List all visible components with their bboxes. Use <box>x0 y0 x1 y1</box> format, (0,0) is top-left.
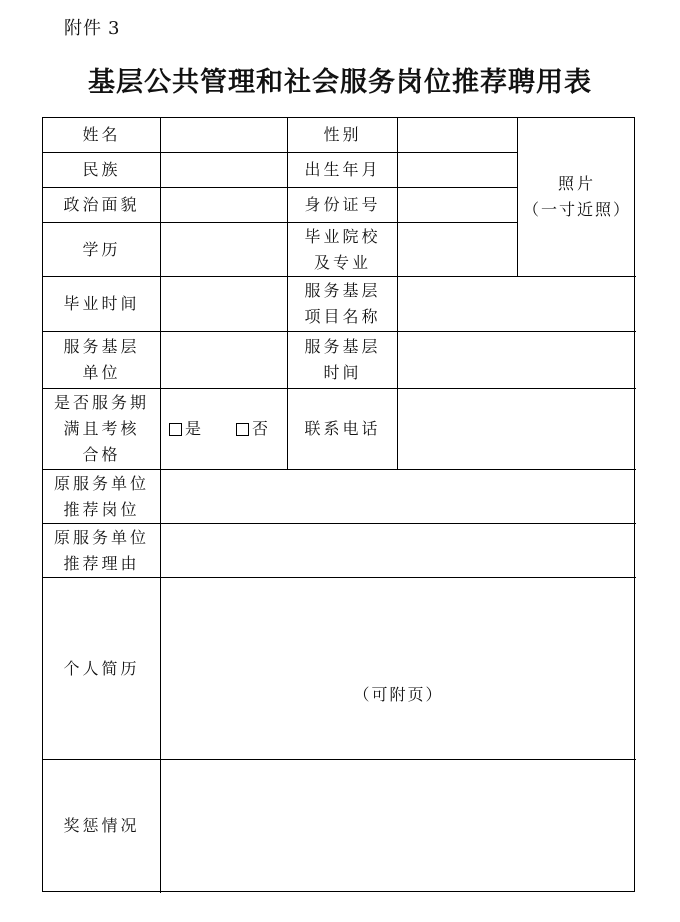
political-field[interactable] <box>161 188 287 222</box>
recommend-reason-label: 原服务单位 推荐理由 <box>53 527 149 573</box>
ethnicity-label: 民族 <box>82 160 121 179</box>
photo-size-note: （一寸近照） <box>522 200 631 219</box>
political-label: 政治面貌 <box>63 195 140 214</box>
recommended-post-field[interactable] <box>161 470 636 523</box>
service-unit-field[interactable] <box>161 332 287 388</box>
option-no[interactable]: 否 <box>236 416 269 442</box>
resume-field[interactable] <box>161 578 636 759</box>
project-name-field[interactable] <box>398 277 636 331</box>
resume-label: 个人简历 <box>63 658 140 678</box>
awards-field[interactable] <box>161 760 636 892</box>
awards-label: 奖惩情况 <box>63 816 140 835</box>
birth-label: 出生年月 <box>304 160 381 179</box>
attachment-number: 3 <box>108 18 121 39</box>
grad-time-field[interactable] <box>161 277 287 331</box>
id-number-label: 身份证号 <box>304 195 381 214</box>
service-complete-label: 是否服务期 满且考核 合格 <box>53 393 149 464</box>
checkbox-yes[interactable] <box>169 423 182 436</box>
school-major-field[interactable] <box>398 223 517 276</box>
gender-field[interactable] <box>398 118 517 152</box>
phone-label: 联系电话 <box>304 419 381 438</box>
recommend-reason-field[interactable] <box>161 524 636 577</box>
photo-label: 照片 <box>557 174 596 193</box>
school-major-label: 毕业院校 及专业 <box>304 226 381 272</box>
service-time-field[interactable] <box>398 332 636 388</box>
attachment-label: 附件 3 <box>64 18 121 39</box>
gender-label: 性别 <box>323 125 362 144</box>
service-unit-label: 服务基层 单位 <box>63 337 140 382</box>
resume-note: （可附页） <box>353 685 444 704</box>
phone-field[interactable] <box>398 389 636 469</box>
grad-time-label: 毕业时间 <box>63 294 140 313</box>
checkbox-no[interactable] <box>236 423 249 436</box>
education-label: 学历 <box>82 239 121 259</box>
option-yes[interactable]: 是 <box>169 416 202 442</box>
name-label: 姓名 <box>82 125 121 144</box>
photo-cell[interactable] <box>518 118 636 276</box>
form-title: 基层公共管理和社会服务岗位推荐聘用表 <box>88 67 592 98</box>
birth-field[interactable] <box>398 153 517 187</box>
service-complete-options <box>161 389 287 469</box>
name-field[interactable] <box>161 118 287 152</box>
service-time-label: 服务基层 时间 <box>304 337 381 382</box>
ethnicity-field[interactable] <box>161 153 287 187</box>
education-field[interactable] <box>161 223 287 276</box>
recommendation-form-table <box>42 117 635 892</box>
recommended-post-label: 原服务单位 推荐岗位 <box>53 473 149 519</box>
id-number-field[interactable] <box>398 188 517 222</box>
project-name-label: 服务基层 项目名称 <box>304 281 381 326</box>
